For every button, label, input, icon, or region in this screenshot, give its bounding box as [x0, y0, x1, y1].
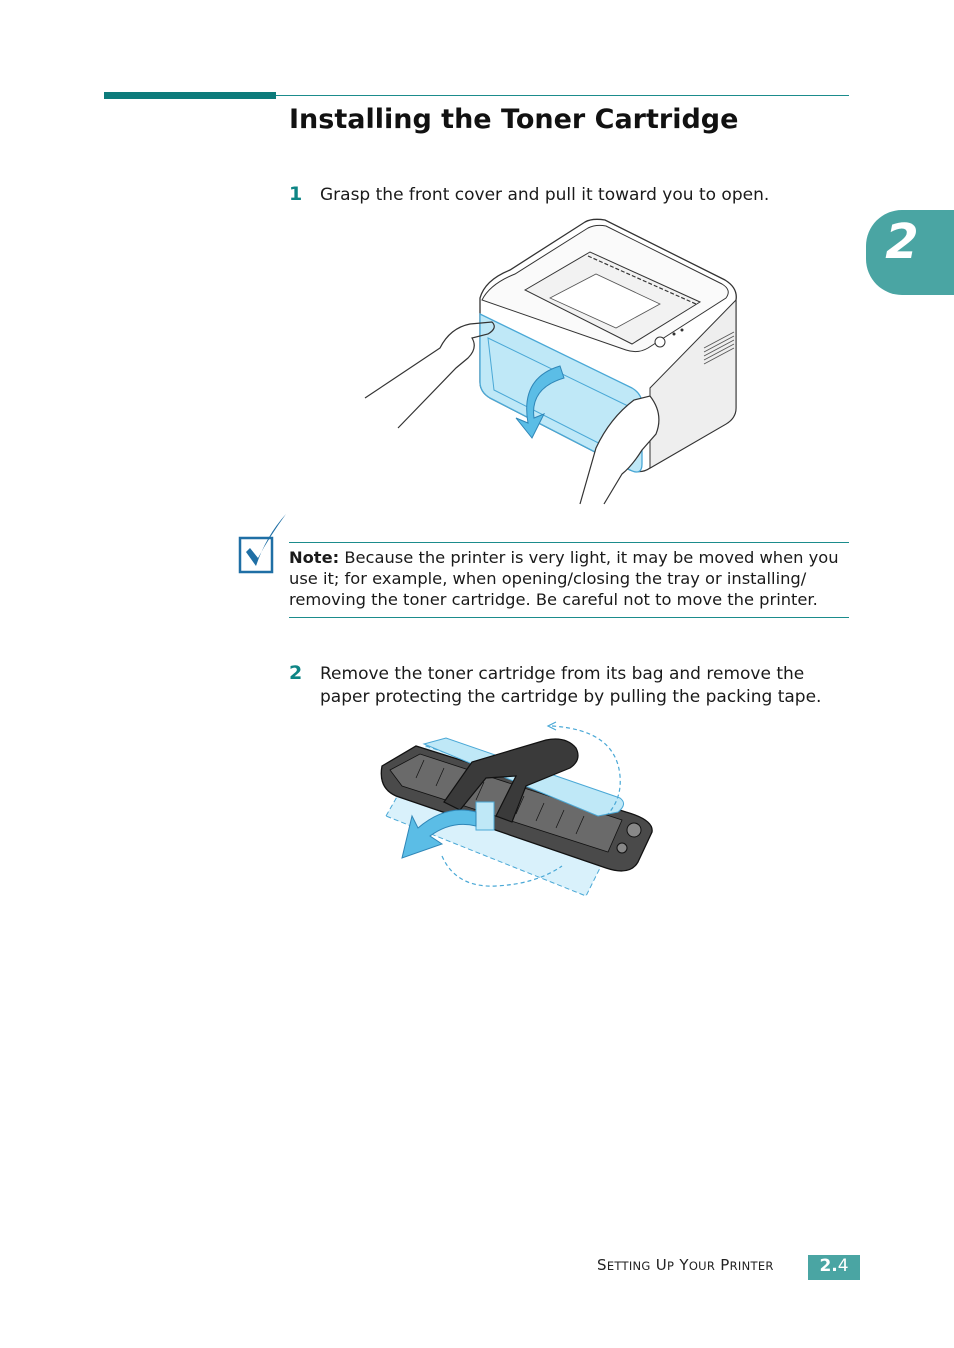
footer-chapter-title: [597, 1256, 774, 1274]
note-label: Note:: [289, 548, 340, 567]
step-2-text: [320, 663, 821, 709]
footer-p-small: RINTER: [729, 1259, 774, 1273]
printer-illustration: [360, 218, 745, 508]
note-line-1: Because the printer is very light, it may be moved when you: [339, 548, 839, 567]
note-line-2: use it; for example, when opening/closing the tray or installing/: [289, 569, 807, 588]
page-number: [808, 1256, 860, 1276]
header-rule-thick: [104, 92, 276, 99]
footer-s-small: ETTING: [606, 1259, 651, 1273]
page-number-major: 2.: [819, 1256, 838, 1276]
step-2-line-2: paper protecting the cartridge by pulling the packing tape.: [320, 687, 822, 707]
step-2-number: 2: [289, 662, 303, 684]
footer-p-cap: P: [720, 1256, 730, 1274]
note-text: [289, 547, 851, 610]
header-rule-thin: [276, 95, 849, 96]
step-1-text: Grasp the front cover and pull it toward you to open.: [320, 185, 770, 205]
note-line-3: removing the toner cartridge. Be careful not to move the printer.: [289, 590, 818, 609]
footer-y-small: OUR: [688, 1259, 716, 1273]
note-bottom-rule: [289, 617, 849, 618]
page-title: Installing the Toner Cartridge: [289, 104, 739, 135]
note-top-rule: [289, 542, 849, 543]
footer-y-cap: Y: [679, 1256, 689, 1274]
checkmark-note-icon: [236, 512, 288, 578]
toner-cartridge-illustration: [376, 716, 660, 900]
footer-s-cap: S: [597, 1256, 607, 1274]
footer-u-cap: U: [655, 1256, 668, 1274]
chapter-number: 2: [885, 214, 919, 270]
page-number-minor: 4: [837, 1256, 849, 1276]
footer-u-small: P: [667, 1259, 675, 1273]
step-1-number: 1: [289, 183, 303, 205]
step-2-line-1: Remove the toner cartridge from its bag and remove the: [320, 664, 805, 684]
